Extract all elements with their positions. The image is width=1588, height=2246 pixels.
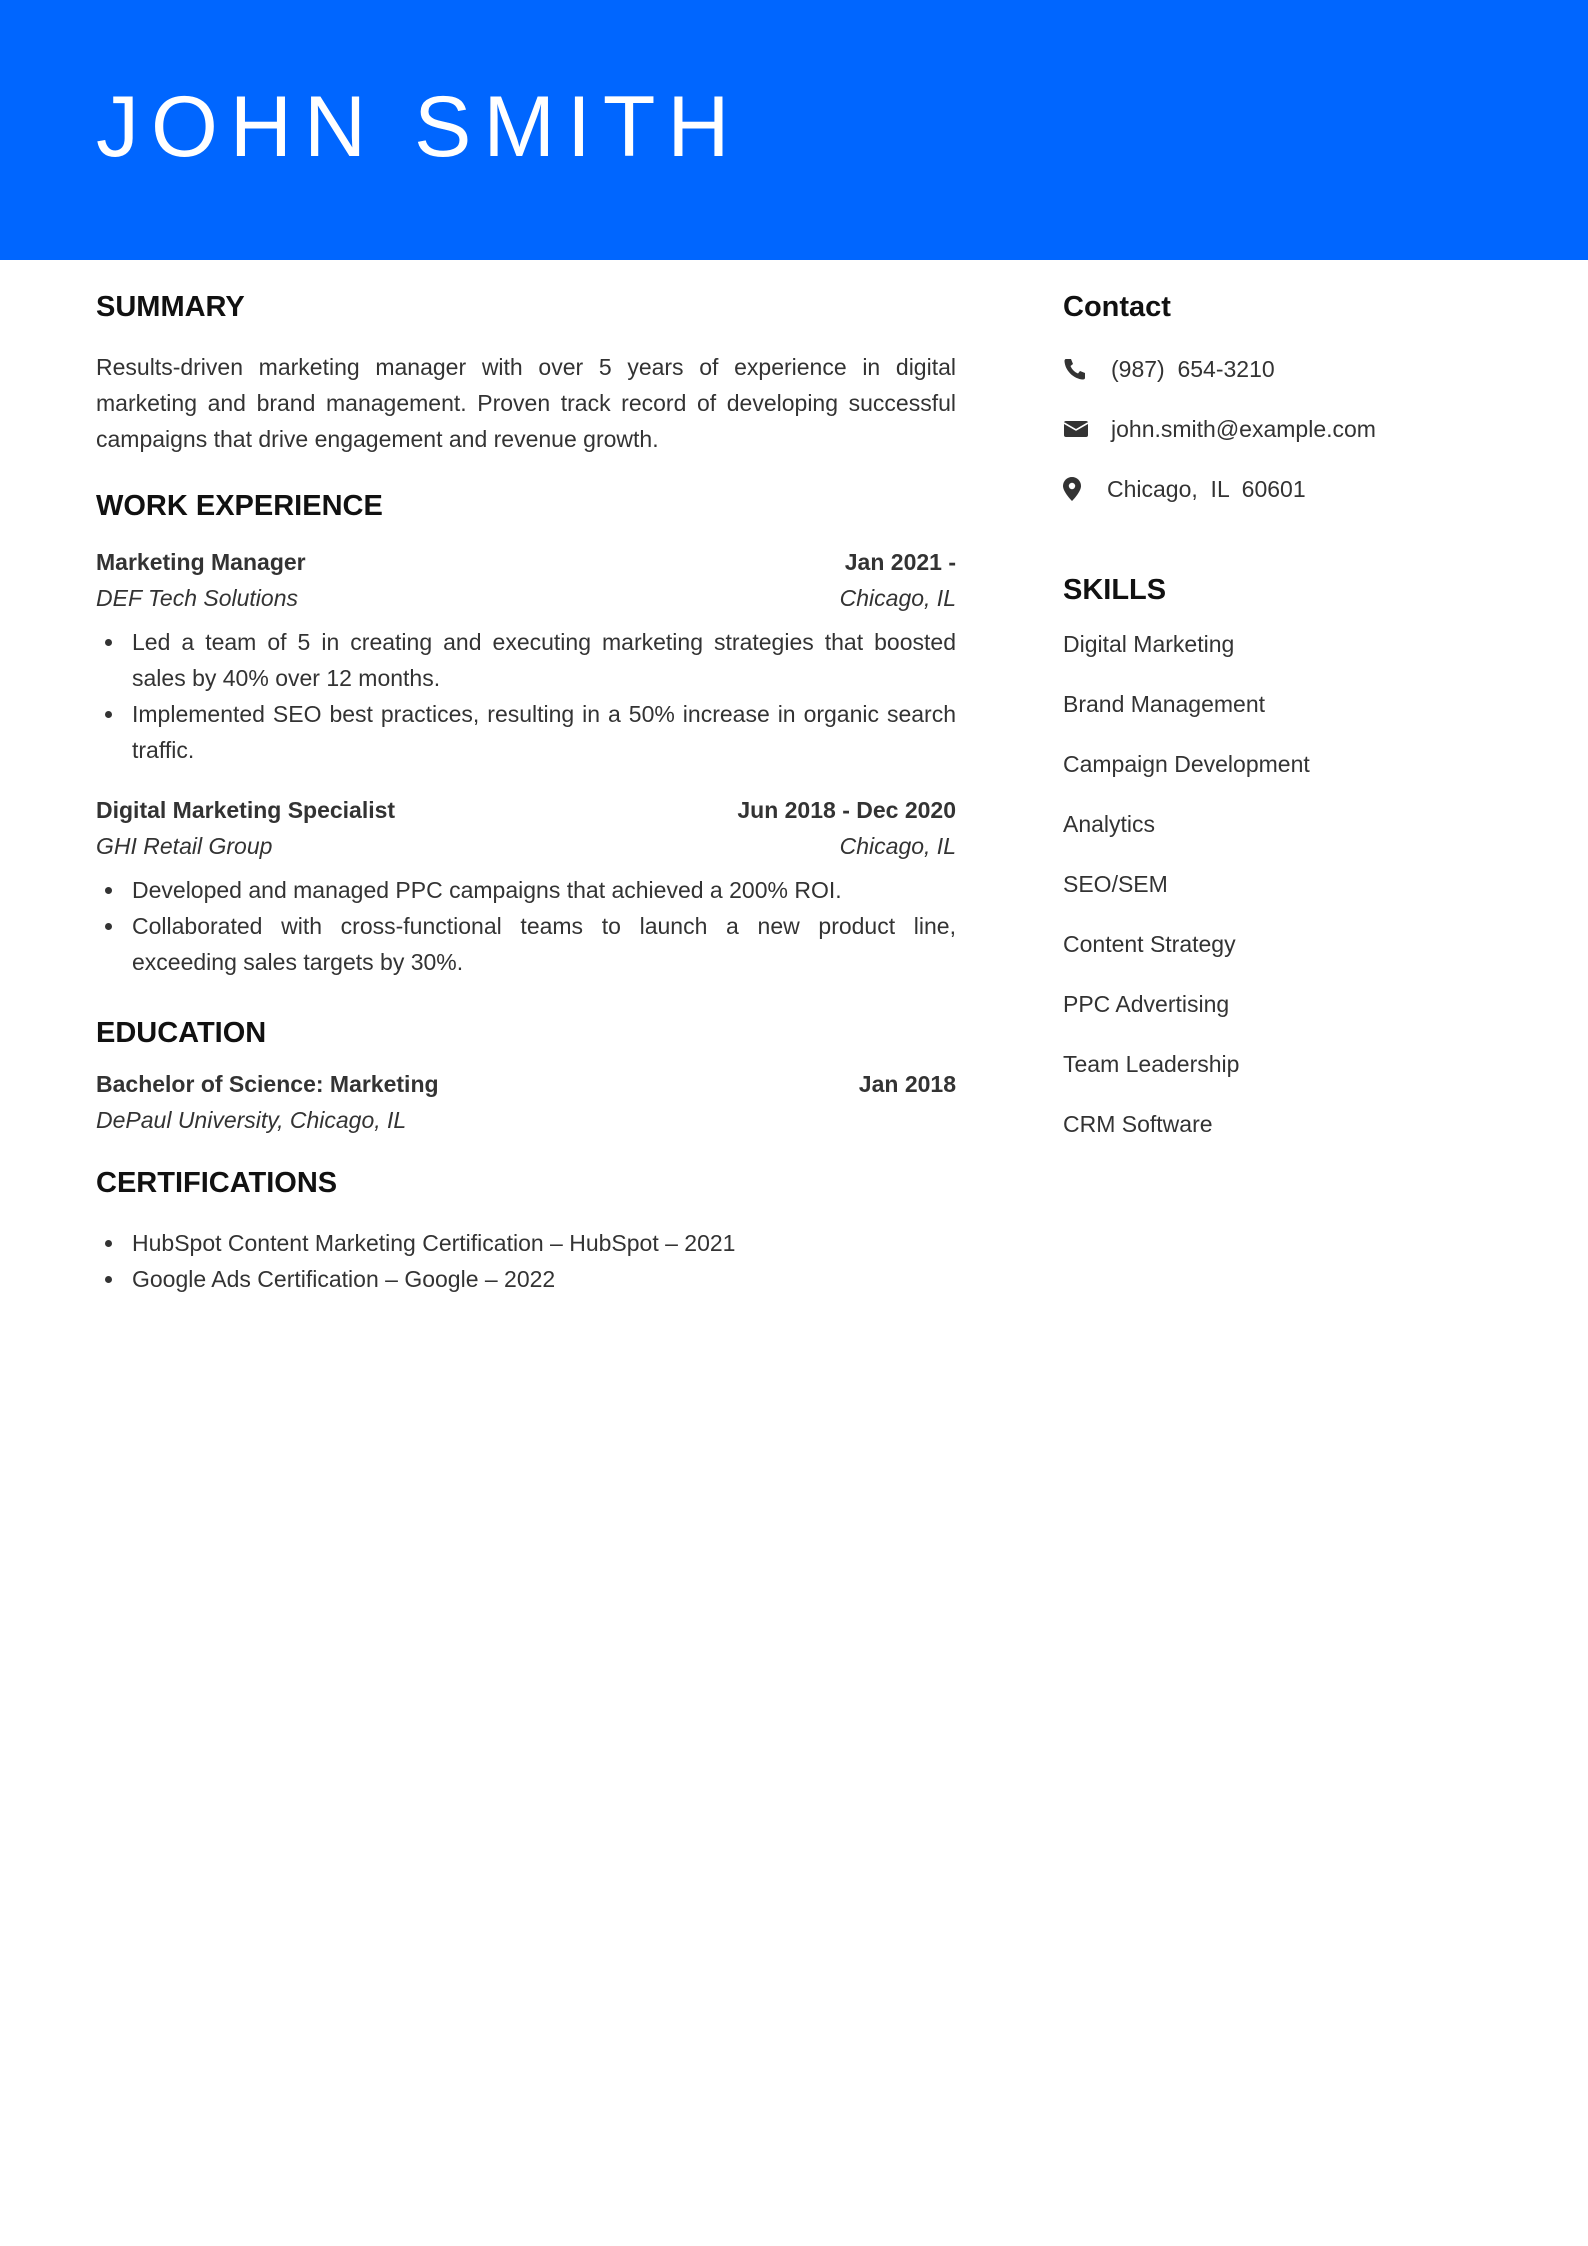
- summary-text: Results-driven marketing manager with over 5 years of experience in digital marketing and brand management. Proven track record of developing successful campaigns that drive engagement and revenue growth.: [96, 353, 956, 452]
- education-degree: Bachelor of Science: Marketing: [96, 1071, 439, 1098]
- certification-item: Google Ads Certification – Google – 2022: [96, 1261, 956, 1297]
- job-role: Marketing Manager: [96, 548, 306, 575]
- job-bullet: Developed and managed PPC campaigns that achieved a 200% ROI.: [96, 872, 956, 908]
- certifications-section: [96, 1166, 956, 1297]
- side-column: [1063, 290, 1503, 1142]
- work-experience-title: WORK EXPERIENCE: [96, 489, 383, 522]
- skill-item: Campaign Development: [1063, 750, 1310, 777]
- job-dates: Jan 2021 -: [844, 548, 956, 575]
- contact-phone: (987) 654-3210: [1111, 355, 1275, 382]
- job-location: Chicago, IL: [839, 584, 956, 611]
- job-company: GHI Retail Group: [96, 832, 273, 859]
- job-company: DEF Tech Solutions: [96, 584, 299, 611]
- skill-item: Brand Management: [1063, 690, 1266, 717]
- skills-title: SKILLS: [1063, 573, 1167, 606]
- skill-item: PPC Advertising: [1063, 990, 1230, 1017]
- contact-section: [1063, 290, 1503, 507]
- header-banner: [0, 0, 1588, 260]
- job-role: Digital Marketing Specialist: [96, 796, 396, 823]
- skills-list: [1063, 626, 1503, 1142]
- job-entry: [96, 544, 956, 768]
- work-experience-section: [96, 489, 956, 980]
- education-school: DePaul University, Chicago, IL: [96, 1107, 407, 1134]
- skill-item: SEO/SEM: [1063, 870, 1168, 897]
- certification-item: HubSpot Content Marketing Certification – HubSpot – 2021: [96, 1225, 956, 1261]
- contact-phone-row: [1063, 351, 1503, 387]
- skill-item: CRM Software: [1063, 1110, 1213, 1137]
- job-bullet: Led a team of 5 in creating and executing marketing strategies that boosted sales by 40% over 12 months.: [96, 624, 956, 696]
- job-bullets: [96, 624, 956, 768]
- contact-location-row: [1063, 471, 1503, 507]
- candidate-name: JOHN SMITH: [96, 79, 742, 175]
- skill-item: Content Strategy: [1063, 930, 1236, 957]
- envelope-icon: [1063, 416, 1089, 442]
- job-entry: [96, 792, 956, 980]
- certifications-list: [96, 1225, 956, 1297]
- education-title: EDUCATION: [96, 1016, 267, 1049]
- summary-section: [96, 290, 956, 457]
- contact-email[interactable]: john.smith@example.com: [1111, 415, 1376, 442]
- certifications-title: CERTIFICATIONS: [96, 1167, 338, 1200]
- job-bullet: Collaborated with cross-functional teams to launch a new product line, exceeding sales targets by 30%.: [96, 908, 956, 980]
- education-section: [96, 1016, 956, 1139]
- job-bullet: Implemented SEO best practices, resulting in a 50% increase in organic search traffic.: [96, 696, 956, 768]
- skill-item: Analytics: [1063, 810, 1156, 837]
- skill-item: Team Leadership: [1063, 1050, 1240, 1077]
- job-bullets: [96, 872, 956, 980]
- skill-item: Digital Marketing: [1063, 630, 1235, 657]
- map-pin-icon: [1063, 476, 1089, 502]
- skills-section: [1063, 573, 1503, 1142]
- contact-location: Chicago, IL 60601: [1107, 475, 1306, 502]
- job-location: Chicago, IL: [839, 832, 956, 859]
- education-date: Jan 2018: [858, 1071, 956, 1098]
- main-column: [96, 290, 956, 1297]
- contact-title: Contact: [1063, 291, 1171, 323]
- summary-title: SUMMARY: [96, 291, 245, 323]
- contact-email-row: [1063, 411, 1503, 447]
- phone-icon: [1063, 356, 1089, 382]
- job-dates: Jun 2018 - Dec 2020: [737, 796, 956, 823]
